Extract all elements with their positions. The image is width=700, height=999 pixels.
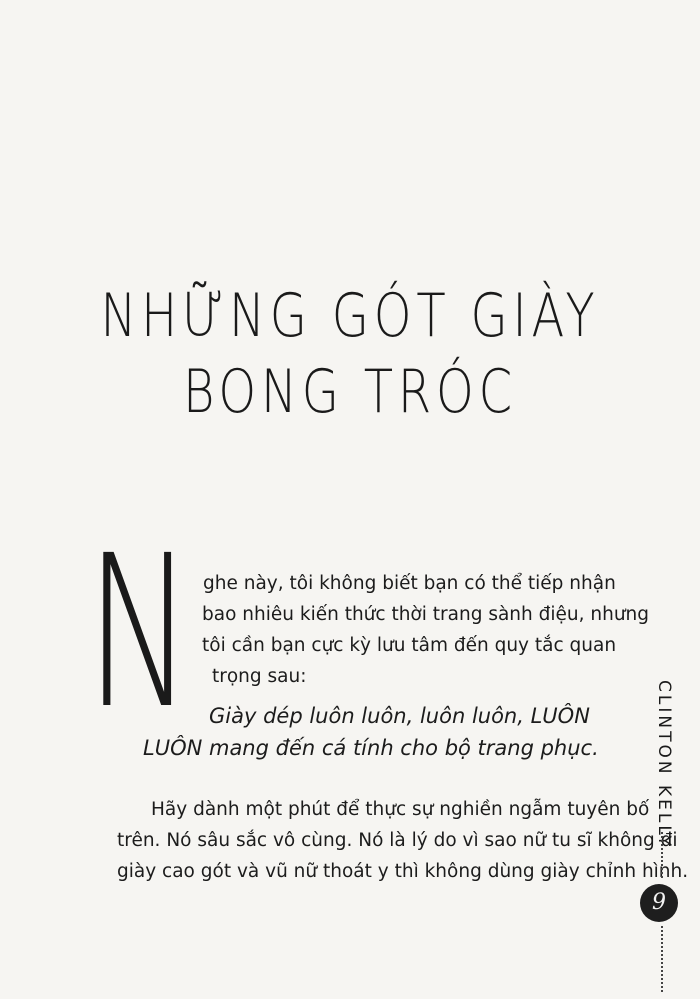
paragraph-line: trên. Nó sâu sắc vô cùng. Nó là lý do vì sao nữ tu sĩ không đi bbox=[117, 830, 678, 851]
paragraph-line: ghe này, tôi không biết bạn có thể tiếp nhận bbox=[203, 573, 616, 594]
dotted-leader bbox=[661, 832, 669, 878]
page-number-badge: 9 bbox=[640, 884, 678, 922]
paragraph-line: Hãy dành một phút để thực sự nghiền ngẫm tuyên bố bbox=[151, 799, 650, 820]
opening-paragraph bbox=[202, 568, 650, 692]
chapter-title-line-2: BONG TRÓC bbox=[183, 357, 517, 427]
emphasized-rule-quote bbox=[125, 700, 605, 764]
drop-cap-letter: N bbox=[86, 510, 193, 755]
paragraph-line: bao nhiêu kiến thức thời trang sành điệu, nhưng bbox=[202, 604, 650, 625]
second-paragraph bbox=[117, 794, 689, 887]
paragraph-line: trọng sau: bbox=[212, 666, 307, 687]
paragraph-line: tôi cần bạn cực kỳ lưu tâm đến quy tắc quan bbox=[202, 635, 617, 656]
dotted-leader-lower bbox=[661, 926, 669, 992]
quote-line: LUÔN mang đến cá tính cho bộ trang phục. bbox=[143, 736, 599, 760]
chapter-title-line-1: NHỮNG GÓT GIÀY bbox=[100, 281, 600, 351]
chapter-title bbox=[70, 278, 630, 430]
author-name: CLINTON KELLY bbox=[654, 680, 674, 849]
paragraph-line: giày cao gót và vũ nữ thoát y thì không dùng giày chỉnh hình. bbox=[117, 861, 689, 882]
quote-line: Giày dép luôn luôn, luôn luôn, LUÔN bbox=[209, 704, 590, 728]
